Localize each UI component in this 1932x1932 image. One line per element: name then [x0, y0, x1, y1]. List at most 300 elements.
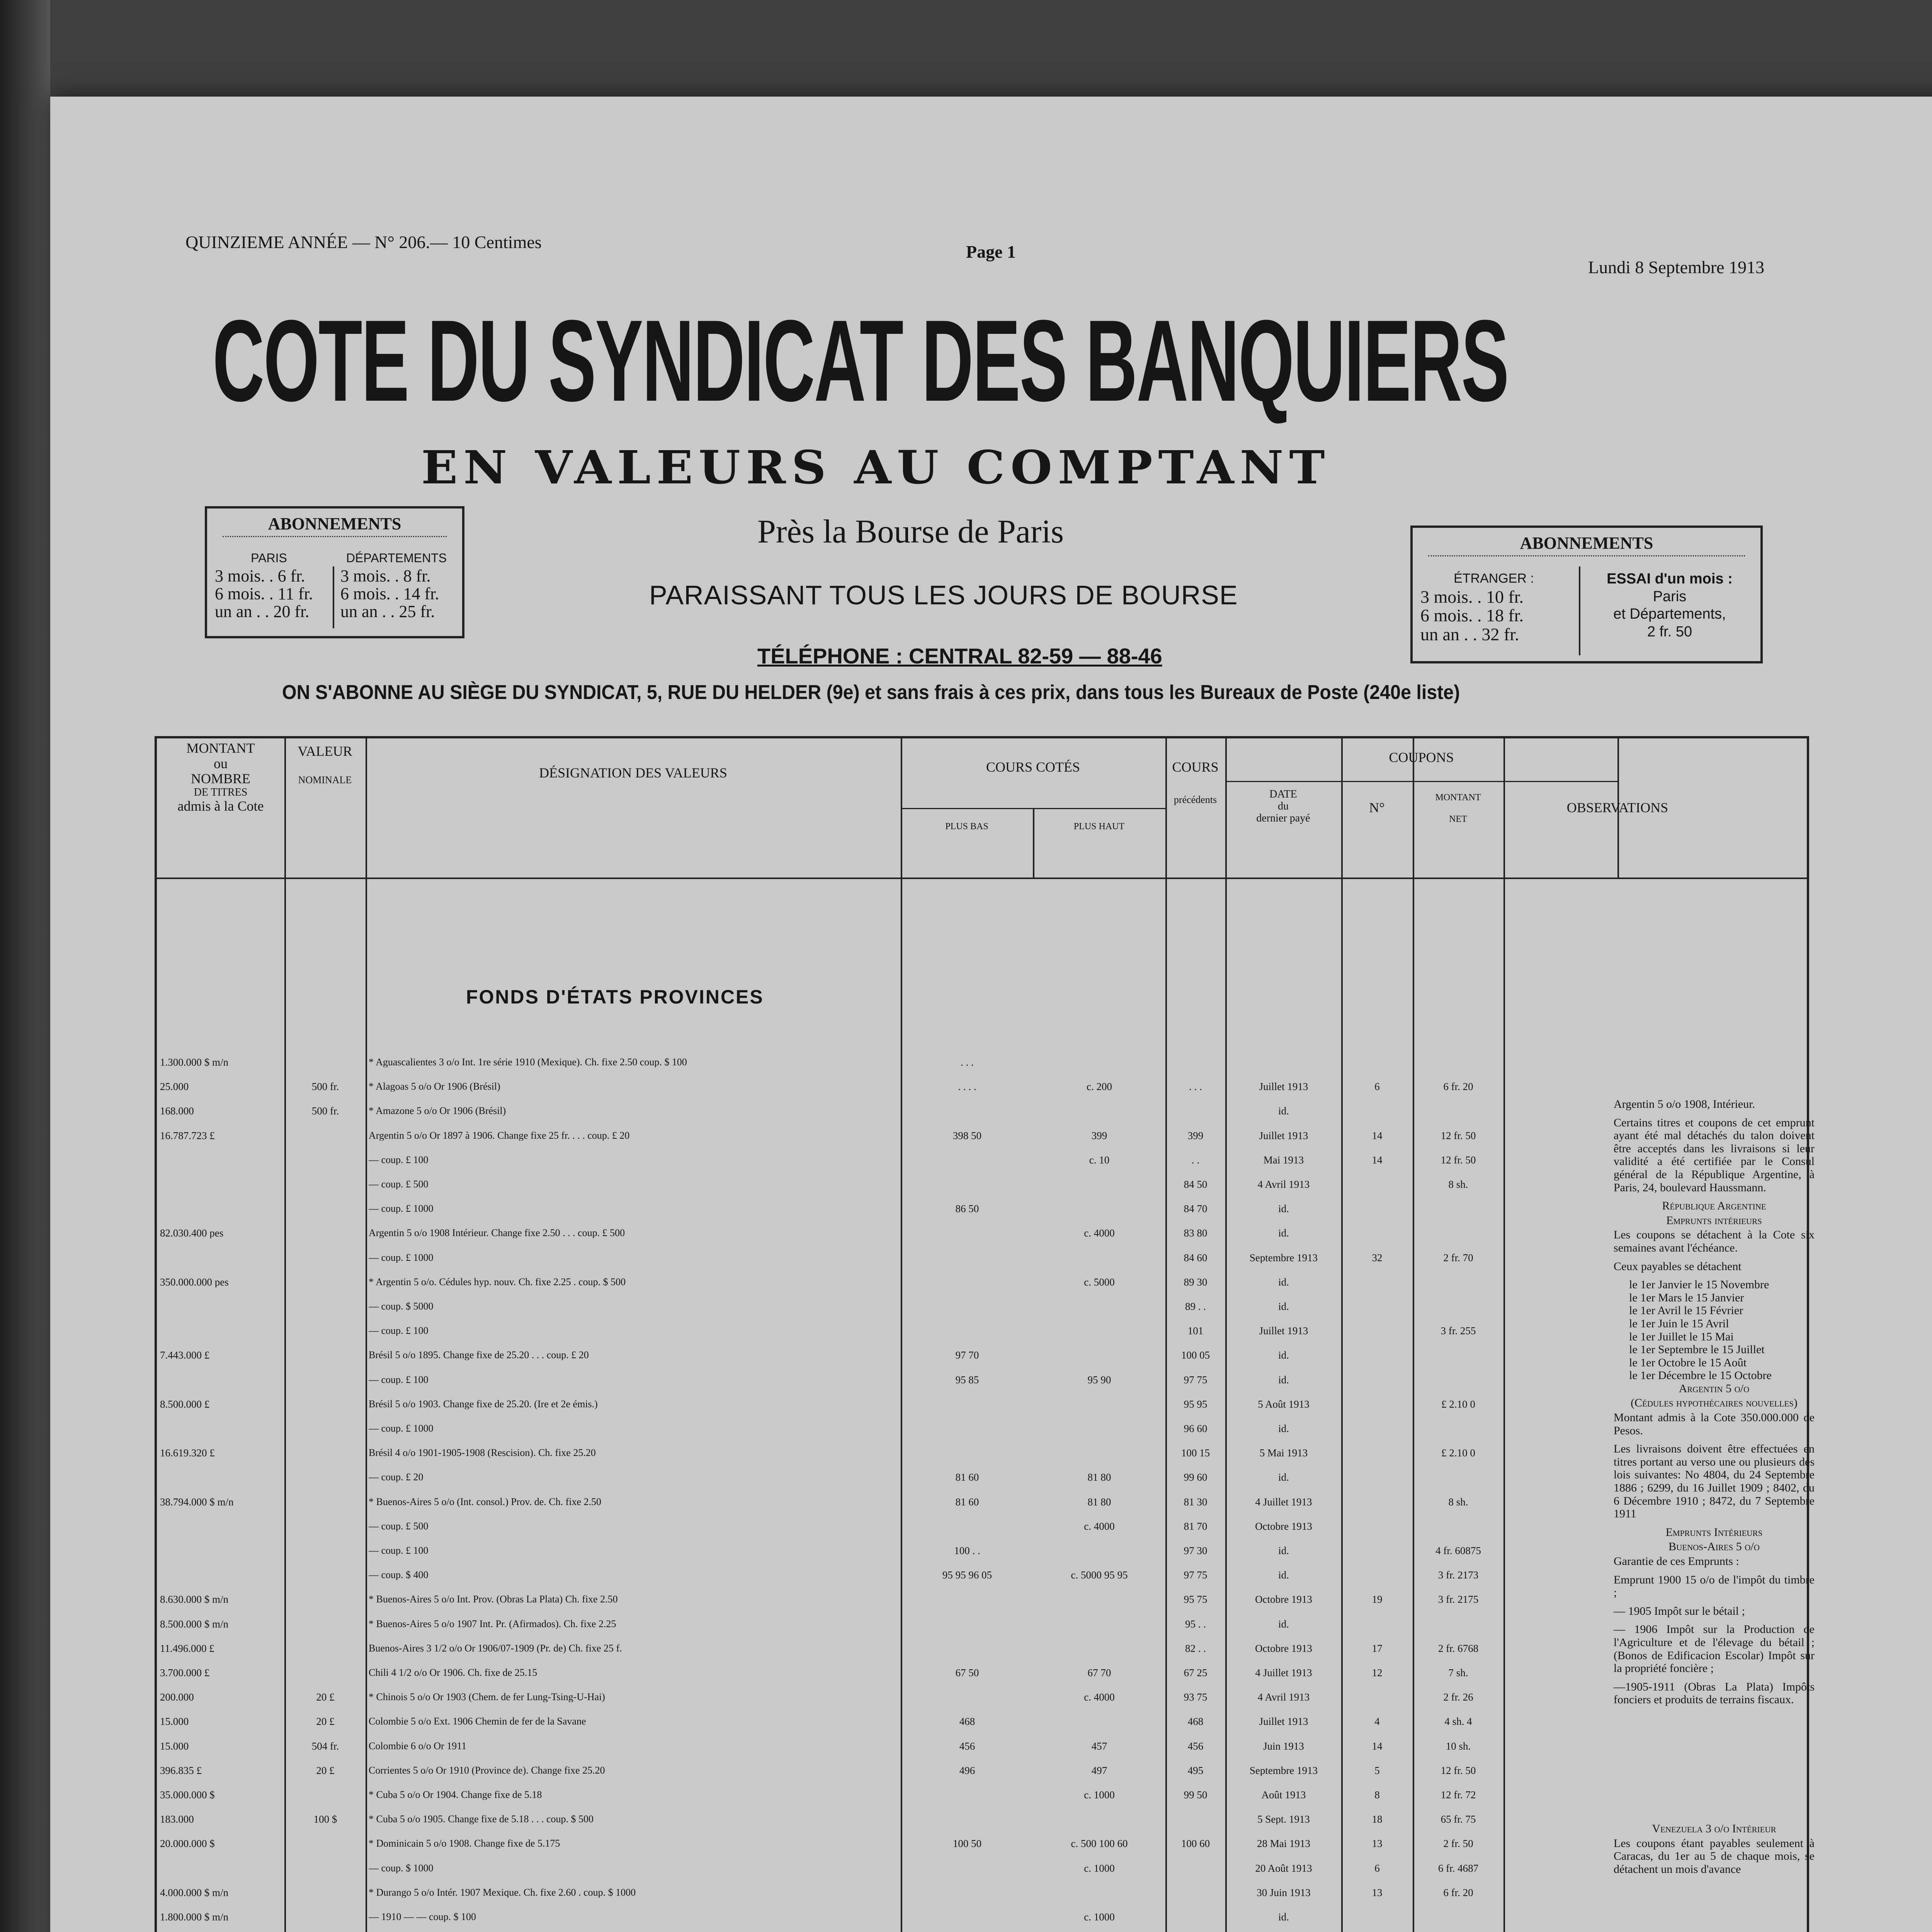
- cell-date: id.: [1278, 1423, 1289, 1434]
- header-text: NET: [1449, 814, 1467, 825]
- cell-date: 4 Juillet 1913: [1255, 1497, 1312, 1507]
- subhead-divider: [1225, 781, 1617, 782]
- cell-montant: 1.800.000 $ m/n: [160, 1912, 229, 1922]
- cell-no: 17: [1372, 1643, 1383, 1654]
- observation-text: le 1er Juillet le 15 Mai: [1629, 1330, 1734, 1343]
- cell-montant: 1.300.000 $ m/n: [160, 1057, 229, 1068]
- cell-date: 4 Juillet 1913: [1255, 1668, 1312, 1678]
- cell-haut: c. 4000: [1084, 1521, 1115, 1532]
- col-divider: [1225, 738, 1227, 1932]
- quotes-table: [155, 736, 1815, 1932]
- cell-date: id.: [1278, 1350, 1289, 1361]
- cell-montant: 350.000.000 pes: [160, 1277, 229, 1287]
- header-plus-haut: PLUS HAUT: [1073, 821, 1125, 832]
- cell-net: 4 sh. 4: [1444, 1716, 1472, 1727]
- cell-designation: Colombie 5 o/o Ext. 1906 Chemin de fer de la Savane: [369, 1716, 586, 1727]
- col-divider: [366, 738, 367, 1932]
- price-line: 3 mois. . 8 fr.: [340, 566, 431, 585]
- cell-bas: 86 50: [955, 1204, 979, 1214]
- telephone: TÉLÉPHONE : CENTRAL 82-59 — 88-46: [757, 644, 1162, 668]
- cell-date: id.: [1278, 1301, 1289, 1312]
- cell-montant: 183.000: [160, 1814, 194, 1825]
- observation-text: Les livraisons doivent être effectuées en titres portant au verso une ou plusieurs des lois suivantes: No 4804, du 24 Septembre 1886 ; 6299, du 16 Juillet 1909 ; 8402, du 6 Décembre 1910 ; 8472, du 7 Septembre 1911: [1614, 1442, 1815, 1520]
- subscription-box-right: [1410, 526, 1763, 663]
- cell-no: 13: [1372, 1887, 1383, 1898]
- cell-no: 14: [1372, 1130, 1383, 1141]
- cell-net: 2 fr. 6768: [1438, 1643, 1479, 1654]
- cell-no: 6: [1374, 1863, 1380, 1874]
- cell-cours: 456: [1187, 1741, 1204, 1752]
- cell-date: id.: [1278, 1204, 1289, 1214]
- cell-designation: * Cuba 5 o/o Or 1904. Change fixe de 5.18: [369, 1790, 542, 1800]
- cell-haut: 95 90: [1087, 1374, 1111, 1385]
- divider: [333, 566, 334, 628]
- price-line: 3 mois. . 10 fr.: [1420, 587, 1524, 607]
- cell-net: 12 fr. 50: [1440, 1155, 1476, 1165]
- observation-text: Venezuela 3 o/o Intérieur: [1652, 1822, 1776, 1835]
- col-divider: [284, 738, 286, 1932]
- observation-text: Les coupons se détachent à la Cote six semaines avant l'échéance.: [1614, 1228, 1815, 1254]
- cell-bas: 81 60: [955, 1472, 979, 1483]
- cell-haut: 457: [1091, 1741, 1107, 1752]
- observation-text: le 1er Octobre le 15 Août: [1629, 1356, 1747, 1369]
- bourse-location: Près la Bourse de Paris: [757, 513, 1064, 550]
- cell-cours: 495: [1187, 1765, 1204, 1776]
- cell-valeur: 504 fr.: [311, 1741, 339, 1752]
- cell-date: Septembre 1913: [1249, 1765, 1318, 1776]
- masthead-subtitle: EN VALEURS AU COMPTANT: [421, 440, 1331, 494]
- cell-designation: Colombie 6 o/o Or 1911: [369, 1741, 467, 1751]
- header-text: DE TITRES: [194, 786, 248, 798]
- header-montant: [157, 741, 284, 814]
- cell-net: 7 sh.: [1448, 1668, 1468, 1678]
- cell-no: 14: [1372, 1741, 1383, 1752]
- header-text: admis à la Cote: [177, 798, 264, 814]
- cell-designation: * Amazone 5 o/o Or 1906 (Brésil): [369, 1106, 506, 1116]
- cell-cours: 99 50: [1184, 1790, 1208, 1800]
- cell-bas: 95 95 96 05: [942, 1570, 992, 1581]
- cell-no: 4: [1374, 1716, 1380, 1727]
- cell-net: 2 fr. 70: [1443, 1252, 1473, 1263]
- header-no: N°: [1369, 800, 1385, 815]
- cell-net: 12 fr. 50: [1440, 1765, 1476, 1776]
- cell-designation: — coup. £ 1000: [369, 1423, 434, 1434]
- cell-no: 12: [1372, 1668, 1383, 1678]
- cell-date: id.: [1278, 1546, 1289, 1556]
- header-cours-precedents: [1165, 760, 1225, 805]
- cell-cours: 96 60: [1184, 1423, 1208, 1434]
- cell-net: 6 fr. 4687: [1438, 1863, 1479, 1874]
- price-line: un an . . 32 fr.: [1420, 624, 1519, 644]
- cell-date: 5 Mai 1913: [1259, 1448, 1308, 1459]
- cell-montant: 16.619.320 £: [160, 1448, 215, 1459]
- cell-cours: 97 75: [1184, 1570, 1208, 1581]
- cell-bas: 468: [959, 1716, 975, 1727]
- header-text: NOMINALE: [298, 774, 352, 786]
- cell-designation: * Chinois 5 o/o Or 1903 (Chem. de fer Lung-Tsing-U-Hai): [369, 1692, 605, 1702]
- cell-date: id.: [1278, 1619, 1289, 1629]
- cell-designation: Brésil 5 o/o 1903. Change fixe de 25.20. (Ire et 2e émis.): [369, 1399, 598, 1409]
- cell-designation: * Buenos-Aires 5 o/o 1907 Int. Pr. (Afirmados). Ch. fixe 2.25: [369, 1619, 616, 1629]
- cell-designation: — coup. £ 100: [369, 1155, 429, 1165]
- cell-cours: 84 50: [1184, 1179, 1208, 1190]
- cell-cours: 101: [1187, 1326, 1204, 1337]
- cell-net: 3 fr. 2173: [1438, 1570, 1479, 1581]
- cell-date: id.: [1278, 1277, 1289, 1287]
- cell-haut: c. 1000: [1084, 1863, 1115, 1874]
- cell-montant: 25.000: [160, 1082, 189, 1092]
- header-divider: [157, 878, 1807, 879]
- cell-date: Octobre 1913: [1255, 1594, 1312, 1605]
- observations-column: [1614, 1098, 1815, 1881]
- cell-net: £ 2.10 0: [1441, 1399, 1475, 1410]
- observation-text: (Cédules hypothécaires nouvelles): [1631, 1396, 1798, 1410]
- cell-cours: 100 60: [1181, 1838, 1210, 1849]
- cell-montant: 15.000: [160, 1741, 189, 1752]
- cell-designation: — coup. £ 500: [369, 1521, 429, 1531]
- cell-date: Septembre 1913: [1249, 1252, 1318, 1263]
- section-title: FONDS D'ÉTATS PROVINCES: [466, 986, 764, 1008]
- cell-valeur: 20 £: [316, 1692, 335, 1703]
- observation-text: Montant admis à la Cote 350.000.000 de Pesos.: [1614, 1411, 1815, 1437]
- header-text: COURS: [1172, 759, 1219, 775]
- departements-prices: [340, 567, 439, 621]
- cell-designation: — coup. £ 500: [369, 1179, 429, 1189]
- header-text: VALEUR: [298, 743, 352, 759]
- cell-date: id.: [1278, 1912, 1289, 1922]
- trial-line: 2 fr. 50: [1647, 623, 1692, 640]
- observation-text: Argentin 5 o/o 1908, Intérieur.: [1614, 1098, 1755, 1111]
- observation-text: République Argentine: [1662, 1199, 1766, 1213]
- col-divider: [1413, 738, 1414, 1932]
- cell-no: 18: [1372, 1814, 1383, 1825]
- cell-bas: 496: [959, 1765, 975, 1776]
- trial-line: Paris: [1653, 588, 1687, 605]
- cell-net: 12 fr. 72: [1440, 1790, 1476, 1800]
- cell-date: 20 Août 1913: [1255, 1863, 1312, 1874]
- cell-net: 4 fr. 60875: [1435, 1546, 1481, 1556]
- cell-montant: 38.794.000 $ m/n: [160, 1497, 234, 1507]
- cell-no: 32: [1372, 1252, 1383, 1263]
- cell-haut: c. 500 100 60: [1071, 1838, 1128, 1849]
- cell-haut: c. 5000 95 95: [1071, 1570, 1128, 1581]
- cell-montant: 8.630.000 $ m/n: [160, 1594, 229, 1605]
- cell-date: Octobre 1913: [1255, 1643, 1312, 1654]
- cell-montant: 200.000: [160, 1692, 194, 1703]
- trial-title: ESSAI d'un mois :: [1607, 571, 1733, 587]
- cell-date: 5 Août 1913: [1258, 1399, 1310, 1410]
- cell-date: Juin 1913: [1263, 1741, 1304, 1752]
- cell-haut: c. 200: [1087, 1082, 1112, 1092]
- paris-head: PARIS: [251, 551, 287, 565]
- cell-haut: c. 10: [1089, 1155, 1110, 1165]
- cell-net: £ 2.10 0: [1441, 1448, 1475, 1459]
- cell-date: id.: [1278, 1570, 1289, 1581]
- cell-montant: 4.000.000 $ m/n: [160, 1887, 229, 1898]
- cell-net: 8 sh.: [1448, 1179, 1468, 1190]
- price-line: 3 mois. . 6 fr.: [215, 566, 305, 585]
- cell-montant: 15.000: [160, 1716, 189, 1727]
- observation-text: — 1906 Impôt sur la Production de l'Agriculture et de l'élevage du bétail ; (Bonos de Edificacion Escolar) Impôt sur la propriété foncière ;: [1614, 1623, 1815, 1675]
- cell-no: 6: [1374, 1082, 1380, 1092]
- cell-cours: 97 30: [1184, 1546, 1208, 1556]
- issue-line: QUINZIEME ANNÉE — N° 206.— 10 Centimes: [185, 232, 542, 252]
- trial-offer: [1583, 570, 1757, 641]
- subscription-title: ABONNEMENTS: [1428, 533, 1745, 556]
- cell-designation: * Buenos-Aires 5 o/o Int. Prov. (Obras La Plata) Ch. fixe 2.50: [369, 1594, 618, 1605]
- cell-haut: 497: [1091, 1765, 1107, 1776]
- cell-designation: Chili 4 1/2 o/o Or 1906. Ch. fixe de 25.15: [369, 1668, 537, 1678]
- cell-bas: 81 60: [955, 1497, 979, 1507]
- cell-montant: 82.030.400 pes: [160, 1228, 224, 1239]
- observation-text: —1905-1911 (Obras La Plata) Impôts fonciers et produits de terrains fiscaux.: [1614, 1680, 1815, 1706]
- cell-designation: — coup. £ 1000: [369, 1252, 434, 1263]
- cell-designation: * Durango 5 o/o Intér. 1907 Mexique. Ch. fixe 2.60 . coup. $ 1000: [369, 1887, 636, 1898]
- cell-net: 12 fr. 50: [1440, 1130, 1476, 1141]
- issue-date: Lundi 8 Septembre 1913: [1588, 257, 1765, 277]
- cell-haut: c. 1000: [1084, 1912, 1115, 1922]
- cell-cours: 100 05: [1181, 1350, 1210, 1361]
- header-date: [1225, 789, 1341, 824]
- cell-montant: 168.000: [160, 1106, 194, 1117]
- observation-text: le 1er Juin le 15 Avril: [1629, 1317, 1729, 1330]
- etranger-head: ÉTRANGER :: [1454, 571, 1534, 586]
- cell-net: 6 fr. 20: [1443, 1887, 1473, 1898]
- header-designation: DÉSIGNATION DES VALEURS: [539, 765, 727, 781]
- cell-designation: — 1910 — — coup. $ 100: [369, 1912, 476, 1922]
- cell-montant: 396.835 £: [160, 1765, 202, 1776]
- scan-left-edge: [0, 0, 50, 1932]
- cell-cours: 83 80: [1184, 1228, 1208, 1239]
- cell-bas: . . .: [961, 1057, 974, 1068]
- cell-designation: Brésil 4 o/o 1901-1905-1908 (Rescision). Ch. fixe 25.20: [369, 1448, 596, 1458]
- observation-text: Emprunt 1900 15 o/o de l'impôt du timbre ;: [1614, 1573, 1815, 1599]
- cell-valeur: 20 £: [316, 1716, 335, 1727]
- price-line: un an . . 25 fr.: [340, 602, 435, 621]
- cell-designation: * Cuba 5 o/o 1905. Change fixe de 5.18 . . . coup. $ 500: [369, 1814, 594, 1825]
- cell-date: 5 Sept. 1913: [1257, 1814, 1310, 1825]
- cell-designation: — coup. £ 100: [369, 1374, 429, 1385]
- cell-cours: 95 . .: [1185, 1619, 1206, 1629]
- cell-designation: * Dominicain 5 o/o 1908. Change fixe de 5.175: [369, 1838, 560, 1849]
- cell-valeur: 20 £: [316, 1765, 335, 1776]
- cell-montant: 16.787.723 £: [160, 1130, 215, 1141]
- cell-haut: c. 4000: [1084, 1228, 1115, 1239]
- header-valeur: [284, 744, 366, 786]
- cell-valeur: 500 fr.: [311, 1106, 339, 1117]
- cell-cours: . .: [1191, 1155, 1200, 1165]
- cell-haut: 399: [1091, 1130, 1107, 1141]
- header-text: MONTANT: [186, 740, 255, 756]
- cell-date: id.: [1278, 1472, 1289, 1483]
- header-text: NOMBRE: [190, 771, 251, 787]
- cell-bas: 456: [959, 1741, 975, 1752]
- observation-text: le 1er Septembre le 15 Juillet: [1629, 1343, 1765, 1356]
- observation-text: Buenos-Aires 5 o/o: [1668, 1540, 1760, 1553]
- observation-text: Emprunts Intérieurs: [1665, 1526, 1763, 1539]
- tagline: PARAISSANT TOUS LES JOURS DE BOURSE: [649, 580, 1238, 610]
- header-cours-cotes: COURS COTÉS: [986, 759, 1080, 775]
- header-text: dernier payé: [1256, 812, 1310, 824]
- cell-no: 19: [1372, 1594, 1383, 1605]
- cell-date: Octobre 1913: [1255, 1521, 1312, 1532]
- cell-date: Juillet 1913: [1259, 1130, 1308, 1141]
- divider: [1579, 566, 1580, 655]
- cell-net: 65 fr. 75: [1440, 1814, 1476, 1825]
- cell-net: 10 sh.: [1446, 1741, 1471, 1752]
- cell-date: Août 1913: [1261, 1790, 1306, 1800]
- cell-montant: 35.000.000 $: [160, 1790, 215, 1800]
- price-line: 6 mois. . 14 fr.: [340, 584, 439, 604]
- cell-cours: 93 75: [1184, 1692, 1208, 1703]
- observation-text: Les coupons étant payables seulement à Caracas, du 1er au 5 de chaque mois, se détachent un mois d'avance: [1614, 1837, 1815, 1876]
- cell-bas: 97 70: [955, 1350, 979, 1361]
- cell-date: 28 Mai 1913: [1257, 1838, 1310, 1849]
- observation-text: le 1er Décembre le 15 Octobre: [1629, 1369, 1772, 1382]
- header-text: MONTANT: [1435, 793, 1481, 803]
- price-line: 6 mois. . 11 fr.: [215, 584, 313, 604]
- cell-haut: 81 80: [1087, 1472, 1111, 1483]
- cell-bas: 67 50: [955, 1668, 979, 1678]
- cell-cours: 89 30: [1184, 1277, 1208, 1287]
- cell-no: 8: [1374, 1790, 1380, 1800]
- cell-designation: — coup. £ 20: [369, 1472, 423, 1483]
- header-text: du: [1278, 800, 1289, 812]
- price-line: 6 mois. . 18 fr.: [1420, 605, 1524, 626]
- cell-montant: 8.500.000 $ m/n: [160, 1619, 229, 1629]
- header-text: précédents: [1173, 794, 1217, 805]
- cell-date: Juillet 1913: [1259, 1082, 1308, 1092]
- observation-text: le 1er Janvier le 15 Novembre: [1629, 1278, 1769, 1291]
- cell-designation: Buenos-Aires 3 1/2 o/o Or 1906/07-1909 (Pr. de) Ch. fixe 25 f.: [369, 1643, 622, 1653]
- header-text: DATE: [1269, 788, 1297, 800]
- cell-date: id.: [1278, 1228, 1289, 1239]
- cell-valeur: 500 fr.: [311, 1082, 339, 1092]
- cell-no: 14: [1372, 1155, 1383, 1165]
- cell-date: Juillet 1913: [1259, 1716, 1308, 1727]
- cell-designation: Argentin 5 o/o Or 1897 à 1906. Change fixe 25 fr. . . . coup. £ 20: [369, 1130, 630, 1141]
- trial-line: et Départements,: [1613, 606, 1726, 622]
- cell-designation: — coup. $ 400: [369, 1570, 429, 1580]
- cell-date: 4 Avril 1913: [1257, 1179, 1310, 1190]
- cell-designation: * Argentin 5 o/o. Cédules hyp. nouv. Ch. fixe 2.25 . coup. $ 500: [369, 1277, 626, 1287]
- cell-cours: 82 . .: [1185, 1643, 1206, 1654]
- col-divider: [1341, 738, 1343, 1932]
- cell-date: id.: [1278, 1106, 1289, 1117]
- observation-text: — 1905 Impôt sur le bétail ;: [1614, 1604, 1745, 1617]
- cell-cours: 67 25: [1184, 1668, 1208, 1678]
- cell-cours: 95 95: [1184, 1399, 1208, 1410]
- cell-valeur: 100 $: [313, 1814, 337, 1825]
- cell-net: 6 fr. 20: [1443, 1082, 1473, 1092]
- cell-bas: 100 50: [952, 1838, 982, 1849]
- page-number: Page 1: [966, 242, 1016, 262]
- header-observations: OBSERVATIONS: [1566, 800, 1668, 815]
- cell-cours: 95 75: [1184, 1594, 1208, 1605]
- header-text: ou: [214, 755, 228, 771]
- cell-designation: — coup. $ 1000: [369, 1863, 434, 1873]
- cell-montant: 8.500.000 £: [160, 1399, 210, 1410]
- cell-designation: — coup. $ 5000: [369, 1301, 434, 1311]
- cell-date: 4 Avril 1913: [1257, 1692, 1310, 1703]
- cell-haut: 81 80: [1087, 1497, 1111, 1507]
- subscription-box-left: [205, 506, 464, 638]
- cell-cours: 468: [1187, 1716, 1204, 1727]
- col-divider: [1033, 808, 1034, 878]
- cell-net: 2 fr. 50: [1443, 1838, 1473, 1849]
- cell-haut: c. 1000: [1084, 1790, 1115, 1800]
- cell-no: 5: [1374, 1765, 1380, 1776]
- observation-text: Argentin 5 o/o: [1679, 1382, 1750, 1395]
- cell-cours: 89 . .: [1185, 1301, 1206, 1312]
- cell-net: 3 fr. 255: [1440, 1326, 1476, 1337]
- cell-net: 3 fr. 2175: [1438, 1594, 1479, 1605]
- observation-text: Garantie de ces Emprunts :: [1614, 1555, 1739, 1568]
- cell-date: id.: [1278, 1374, 1289, 1385]
- cell-bas: 100 . .: [954, 1546, 980, 1556]
- cell-date: Juillet 1913: [1259, 1326, 1308, 1337]
- departements-head: DÉPARTEMENTS: [346, 551, 447, 565]
- etranger-prices: [1420, 588, 1524, 644]
- cell-montant: 20.000.000 $: [160, 1838, 215, 1849]
- header-montant-net: [1413, 793, 1503, 825]
- cell-cours: 81 30: [1184, 1497, 1208, 1507]
- cell-bas: . . . .: [958, 1082, 976, 1092]
- cell-cours: 399: [1187, 1130, 1204, 1141]
- cell-montant: 3.700.000 £: [160, 1668, 210, 1678]
- cell-no: 13: [1372, 1838, 1383, 1849]
- cell-designation: * Alagoas 5 o/o Or 1906 (Brésil): [369, 1082, 500, 1092]
- cell-haut: c. 5000: [1084, 1277, 1115, 1287]
- cell-cours: 100 15: [1181, 1448, 1210, 1459]
- cell-designation: — coup. £ 1000: [369, 1204, 434, 1214]
- cell-haut: 67 70: [1087, 1668, 1111, 1678]
- subscribe-line: ON S'ABONNE AU SIÈGE DU SYNDICAT, 5, RUE DU HELDER (9e) et sans frais à ces prix, dans tous les Bureaux de Poste (240e liste): [282, 681, 1460, 704]
- cell-designation: Argentin 5 o/o 1908 Intérieur. Change fixe 2.50 . . . coup. £ 500: [369, 1228, 625, 1238]
- cell-cours: 84 70: [1184, 1204, 1208, 1214]
- cell-cours: 84 60: [1184, 1252, 1208, 1263]
- observation-text: le 1er Mars le 15 Janvier: [1629, 1291, 1744, 1304]
- cell-designation: — coup. £ 100: [369, 1546, 429, 1556]
- cell-cours: . . .: [1189, 1082, 1202, 1092]
- observation-text: Ceux payables se détachent: [1614, 1260, 1742, 1273]
- header-plus-bas: PLUS BAS: [945, 821, 988, 832]
- cell-bas: 398 50: [952, 1130, 982, 1141]
- masthead-title: COTE DU SYNDICAT DES BANQUIERS: [213, 296, 1509, 425]
- subscription-title: ABONNEMENTS: [223, 514, 447, 537]
- observation-text: Emprunts intérieurs: [1666, 1214, 1762, 1227]
- cell-designation: * Aguascalientes 3 o/o Int. 1re série 1910 (Mexique). Ch. fixe 2.50 coup. $ 100: [369, 1057, 687, 1067]
- cell-designation: Corrientes 5 o/o Or 1910 (Province de). Change fixe 25.20: [369, 1765, 605, 1776]
- col-divider: [1503, 738, 1505, 1932]
- col-divider: [901, 738, 902, 1932]
- cell-montant: 11.496.000 £: [160, 1643, 214, 1654]
- cell-net: 2 fr. 26: [1443, 1692, 1473, 1703]
- cell-haut: c. 4000: [1084, 1692, 1115, 1703]
- cell-montant: 7.443.000 £: [160, 1350, 210, 1361]
- cell-cours: 97 75: [1184, 1374, 1208, 1385]
- cell-cours: 81 70: [1184, 1521, 1208, 1532]
- observation-text: le 1er Avril le 15 Février: [1629, 1304, 1743, 1317]
- header-coupons: COUPONS: [1389, 750, 1454, 765]
- price-line: un an . . 20 fr.: [215, 602, 310, 621]
- cell-date: 30 Juin 1913: [1257, 1887, 1311, 1898]
- cell-date: Mai 1913: [1263, 1155, 1304, 1165]
- cell-designation: * Buenos-Aires 5 o/o (Int. consol.) Prov. de. Ch. fixe 2.50: [369, 1497, 602, 1507]
- paris-prices: [215, 567, 313, 621]
- cell-bas: 95 85: [955, 1374, 979, 1385]
- cell-designation: Brésil 5 o/o 1895. Change fixe de 25.20 . . . coup. £ 20: [369, 1350, 589, 1361]
